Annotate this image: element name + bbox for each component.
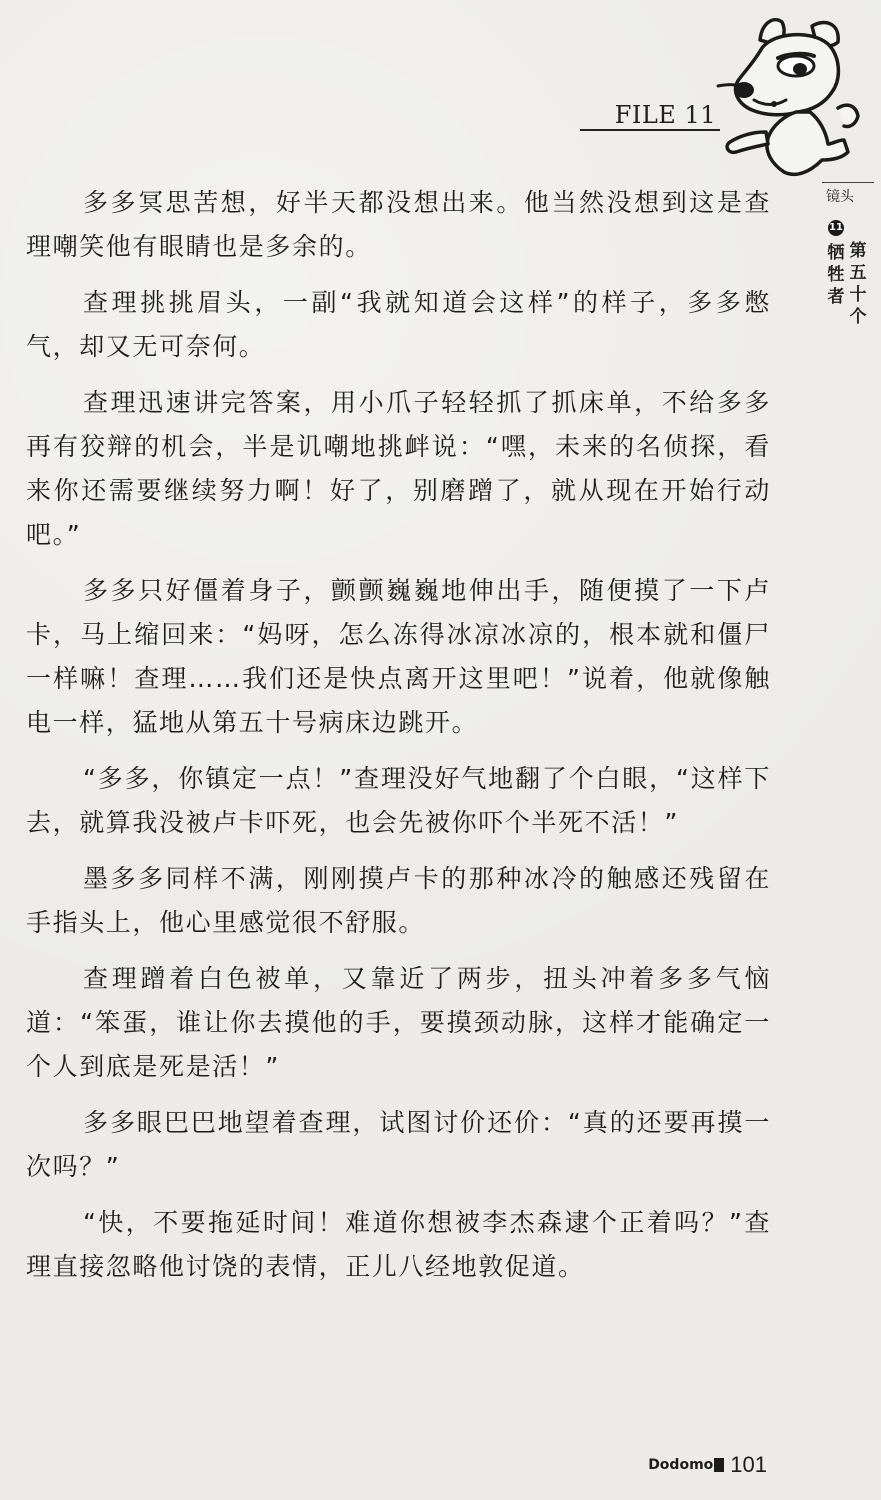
paragraph: “快，不要拖延时间！难道你想被李杰森逮个正着吗？”查理直接忽略他讨饶的表情，正儿八经地敦促道。 <box>26 1208 771 1281</box>
brand-name: Dodomo <box>648 1457 714 1473</box>
chapter-header <box>580 95 720 135</box>
page-number: 101 <box>730 1452 767 1477</box>
paragraph: 查理迅速讲完答案，用小爪子轻轻抓了抓床单，不给多多再有狡辩的机会，半是讥嘲地挑衅说：“嘿，未来的名侦探，看来你还需要继续努力啊！好了，别磨蹭了，就从现在开始行动吧。” <box>26 388 771 549</box>
side-tab-label: 镜头 <box>826 189 854 205</box>
paragraph: 查理蹭着白色被单，又靠近了两步，扭头冲着多多气恼道：“笨蛋，谁让你去摸他的手，要摸颈动脉，这样才能确定一个人到底是死是活！” <box>26 964 771 1081</box>
paragraph: 多多只好僵着身子，颤颤巍巍地伸出手，随便摸了一下卢卡，马上缩回来：“妈呀，怎么冻得冰凉冰凉的，根本就和僵尸一样嘛！查理……我们还是快点离开这里吧！”说着，他就像触电一样，猛地从第五十号病床边跳开。 <box>26 576 771 737</box>
paragraph: “多多，你镇定一点！”查理没好气地翻了个白眼，“这样下去，就算我没被卢卡吓死，也会先被你吓个半死不活！” <box>26 764 771 837</box>
file-label: FILE 11 <box>614 101 716 129</box>
side-tab-divider <box>822 182 874 183</box>
paragraph: 多多眼巴巴地望着查理，试图讨价还价：“真的还要再摸一次吗？” <box>26 1108 771 1181</box>
paragraph: 多多冥思苦想，好半天都没想出来。他当然没想到这是查理嘲笑他有眼睛也是多余的。 <box>26 188 771 261</box>
chapter-title-column-left: 牺牲者 <box>827 243 845 307</box>
chapter-number-badge: 11 <box>828 220 844 236</box>
page-footer <box>648 1452 767 1478</box>
cartoon-dog-icon <box>700 12 870 187</box>
brand-mark-icon <box>714 1458 724 1472</box>
paragraph: 查理挑挑眉头，一副“我就知道会这样”的样子，多多憋气，却又无可奈何。 <box>26 288 771 361</box>
paragraph: 墨多多同样不满，刚刚摸卢卡的那种冰冷的触感还残留在手指头上，他心里感觉很不舒服。 <box>26 864 771 937</box>
body-text <box>26 181 771 1301</box>
chapter-title-column-right: 第五十个 <box>849 241 867 327</box>
header-rule <box>580 129 720 131</box>
